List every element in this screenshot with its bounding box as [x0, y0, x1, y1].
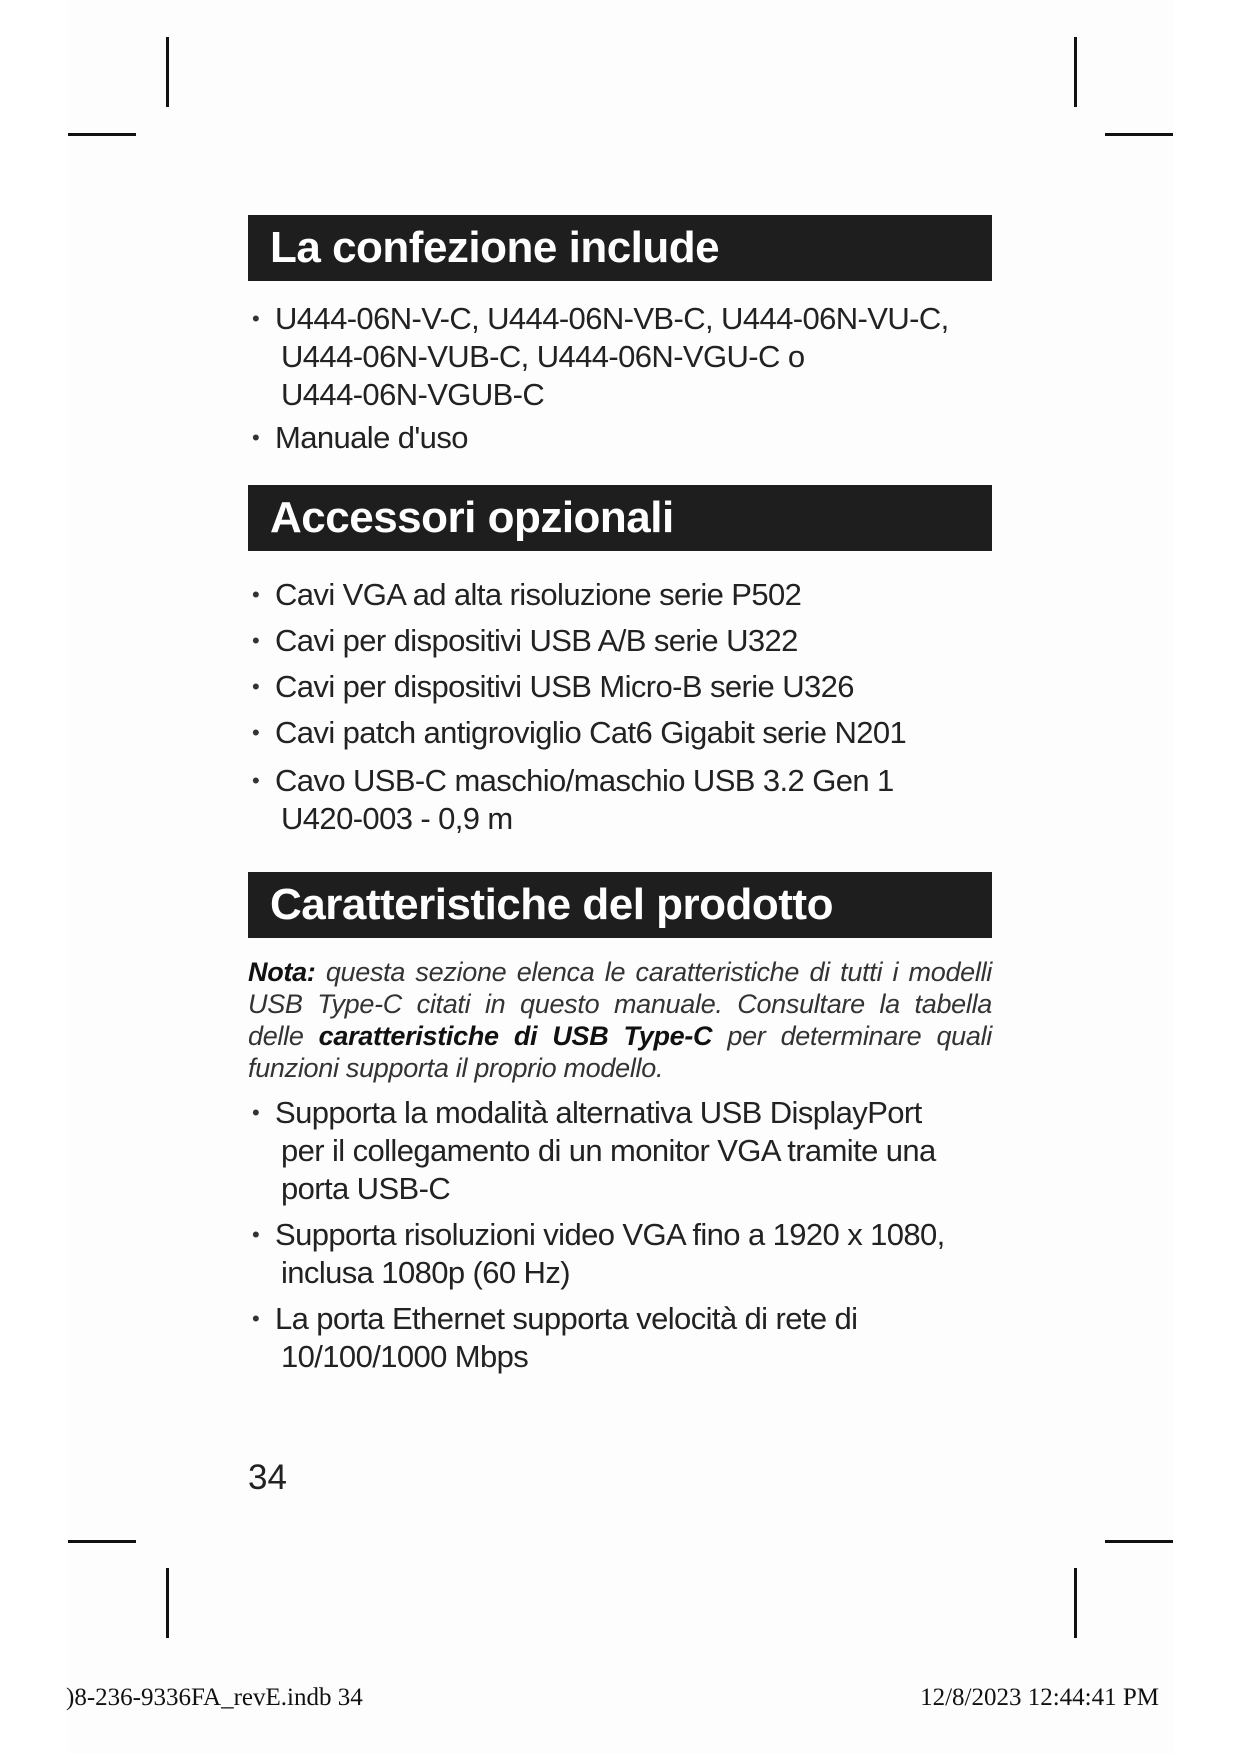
- optional-accessories-list: [248, 576, 992, 838]
- list-item: • Supporta risoluzioni video VGA fino a 1920 x 1080, inclusa 1080p (60 Hz): [252, 1217, 945, 1290]
- crop-mark-bottom-left-vertical: [166, 1568, 169, 1638]
- document-content: [248, 215, 992, 1376]
- bullet-icon: •: [252, 1100, 260, 1125]
- bullet-icon: •: [252, 768, 260, 793]
- list-item: • Cavi VGA ad alta risoluzione serie P502: [252, 577, 802, 612]
- crop-mark-top-right-vertical: [1074, 37, 1077, 107]
- section-header-optional-accessories: Accessori opzionali: [248, 485, 992, 551]
- footer-timestamp: 12/8/2023 12:44:41 PM: [920, 1684, 1159, 1711]
- crop-mark-top-left-vertical: [166, 37, 169, 107]
- crop-mark-bottom-right-vertical: [1074, 1568, 1077, 1638]
- list-item: • Cavi per dispositivi USB Micro-B serie U326: [252, 669, 854, 704]
- page-number: 34: [248, 1458, 287, 1497]
- bullet-icon: •: [252, 720, 260, 745]
- crop-mark-top-left-horizontal: [68, 133, 136, 136]
- bullet-icon: •: [252, 582, 260, 607]
- bullet-icon: •: [252, 306, 260, 331]
- bullet-icon: •: [252, 628, 260, 653]
- crop-mark-bottom-right-horizontal: [1105, 1540, 1173, 1543]
- bullet-icon: •: [252, 674, 260, 699]
- crop-mark-top-right-horizontal: [1105, 133, 1173, 136]
- bullet-icon: •: [252, 1306, 260, 1331]
- section-header-package-contents: La confezione include: [248, 215, 992, 281]
- list-item: • La porta Ethernet supporta velocità di rete di 10/100/1000 Mbps: [252, 1301, 858, 1374]
- features-note: Nota: questa sezione elenca le caratteristiche di tutti i modelli USB Type-C citati in questo manuale. Consultare la tabella delle caratteristiche di USB Type-C per determinare quali funzioni supporta il proprio modello.: [248, 957, 993, 1083]
- bullet-icon: •: [252, 1222, 260, 1247]
- product-features-list: [248, 1094, 992, 1376]
- list-item: • Supporta la modalità alternativa USB DisplayPort per il collegamento di un monitor VGA tramite una porta USB-C: [252, 1095, 936, 1206]
- list-item: • U444-06N-V-C, U444-06N-VB-C, U444-06N-VU-C, U444-06N-VUB-C, U444-06N-VGU-C o U444-06N-VGUB-C: [252, 301, 949, 412]
- section-header-product-features: Caratteristiche del prodotto: [248, 872, 992, 938]
- list-item: • Cavo USB-C maschio/maschio USB 3.2 Gen 1 U420-003 - 0,9 m: [252, 763, 894, 836]
- list-item: • Cavi per dispositivi USB A/B serie U322: [252, 623, 798, 658]
- list-item: • Cavi patch antigroviglio Cat6 Gigabit serie N201: [252, 715, 907, 750]
- footer-file-info: )8-236-9336FA_revE.indb 34: [66, 1684, 363, 1711]
- crop-mark-bottom-left-horizontal: [68, 1540, 136, 1543]
- package-contents-list: [248, 300, 992, 457]
- list-item: • Manuale d'uso: [252, 420, 468, 455]
- bullet-icon: •: [252, 425, 260, 450]
